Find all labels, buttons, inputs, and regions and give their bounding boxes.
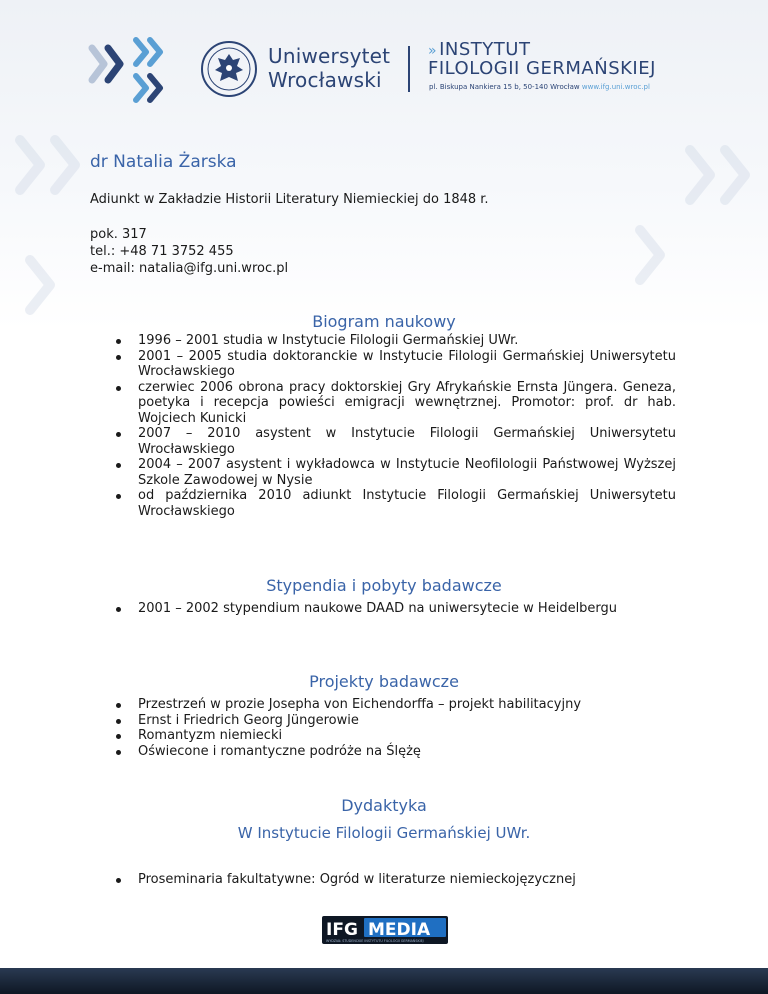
university-seal-icon bbox=[200, 40, 258, 98]
address-text: pl. Biskupa Nankiera 15 b, 50-140 Wrocław bbox=[429, 83, 580, 91]
footer-bar bbox=[0, 968, 768, 994]
list-item: od października 2010 adiunkt Instytucie Filologii Germańskiej Uniwersytetu Wrocławskiego bbox=[116, 488, 676, 519]
logo-part2: MEDIA bbox=[368, 920, 431, 940]
list-item: Romantyzm niemiecki bbox=[116, 728, 676, 744]
list-item: 2001 – 2002 stypendium naukowe DAAD na uniwersytecie w Heidelbergu bbox=[116, 601, 676, 617]
university-name-line1: Uniwersytet bbox=[268, 44, 391, 68]
room-number: pok. 317 bbox=[90, 227, 147, 242]
section-title-stypendia: Stypendia i pobyty badawcze bbox=[266, 576, 502, 595]
logo-part1: IFG bbox=[326, 920, 358, 940]
person-name: dr Natalia Żarska bbox=[90, 152, 237, 172]
ifg-media-logo bbox=[322, 916, 448, 944]
section-title-biogram: Biogram naukowy bbox=[312, 312, 456, 331]
institute-name: FILOLOGII GERMAŃSKIEJ bbox=[428, 58, 656, 79]
biogram-list bbox=[116, 333, 676, 519]
list-item: 1996 – 2001 studia w Instytucie Filologii Germańskiej UWr. bbox=[116, 333, 676, 349]
institute-address bbox=[429, 83, 650, 92]
logo-tagline: WYDZIAŁ STUDENCKIE INSTYTUTU FILOLOGII GERMAŃSKIEJ bbox=[326, 939, 424, 943]
list-item: 2001 – 2005 studia doktoranckie w Instytucie Filologii Germańskiej Uniwersytetu Wrocławskiego bbox=[116, 349, 676, 380]
stypendia-list bbox=[116, 601, 676, 617]
institute-url-link[interactable]: www.ifg.uni.wroc.pl bbox=[581, 83, 650, 91]
list-item: Proseminaria fakultatywne: Ogród w literaturze niemieckojęzycznej bbox=[116, 872, 676, 888]
university-name-line2: Wrocławski bbox=[268, 68, 382, 92]
section-subtitle-dydaktyka: W Instytucie Filologii Germańskiej UWr. bbox=[237, 824, 531, 842]
phone-number: tel.: +48 71 3752 455 bbox=[90, 244, 234, 259]
list-item: czerwiec 2006 obrona pracy doktorskiej Gry Afrykańskie Ernsta Jüngera. Geneza, poetyka i recepcja powieści emigracji wewnętrznej. Promotor: prof. dr hab. Wojciech Kunicki bbox=[116, 380, 676, 427]
header-divider bbox=[408, 46, 410, 92]
list-item: Ernst i Friedrich Georg Jüngerowie bbox=[116, 713, 676, 729]
university-name bbox=[268, 44, 390, 92]
list-item: 2004 – 2007 asystent i wykładowca w Instytucie Neofilologii Państwowej Wyższej Szkole Zawodowej w Nysie bbox=[116, 457, 676, 488]
list-item: Przestrzeń w prozie Josepha von Eichendorffa – projekt habilitacyjny bbox=[116, 697, 676, 713]
institute-line1: INSTYTUT bbox=[439, 39, 531, 60]
section-title-dydaktyka: Dydaktyka bbox=[341, 796, 427, 815]
logo-chevrons-icon bbox=[84, 34, 174, 104]
person-position: Adiunkt w Zakładzie Historii Literatury Niemieckiej do 1848 r. bbox=[90, 192, 489, 207]
projekty-list bbox=[116, 697, 676, 759]
list-item: Oświecone i romantyczne podróże na Ślężę bbox=[116, 744, 676, 760]
email-address[interactable]: e-mail: natalia@ifg.uni.wroc.pl bbox=[90, 261, 289, 276]
section-title-projekty: Projekty badawcze bbox=[309, 672, 459, 691]
contact-block bbox=[90, 226, 288, 277]
list-item: 2007 – 2010 asystent w Instytucie Filologii Germańskiej Uniwersytetu Wrocławskiego bbox=[116, 426, 676, 457]
page-header bbox=[0, 0, 768, 120]
institute-arrow-icon: » bbox=[428, 43, 438, 59]
dydaktyka-list bbox=[116, 872, 676, 888]
